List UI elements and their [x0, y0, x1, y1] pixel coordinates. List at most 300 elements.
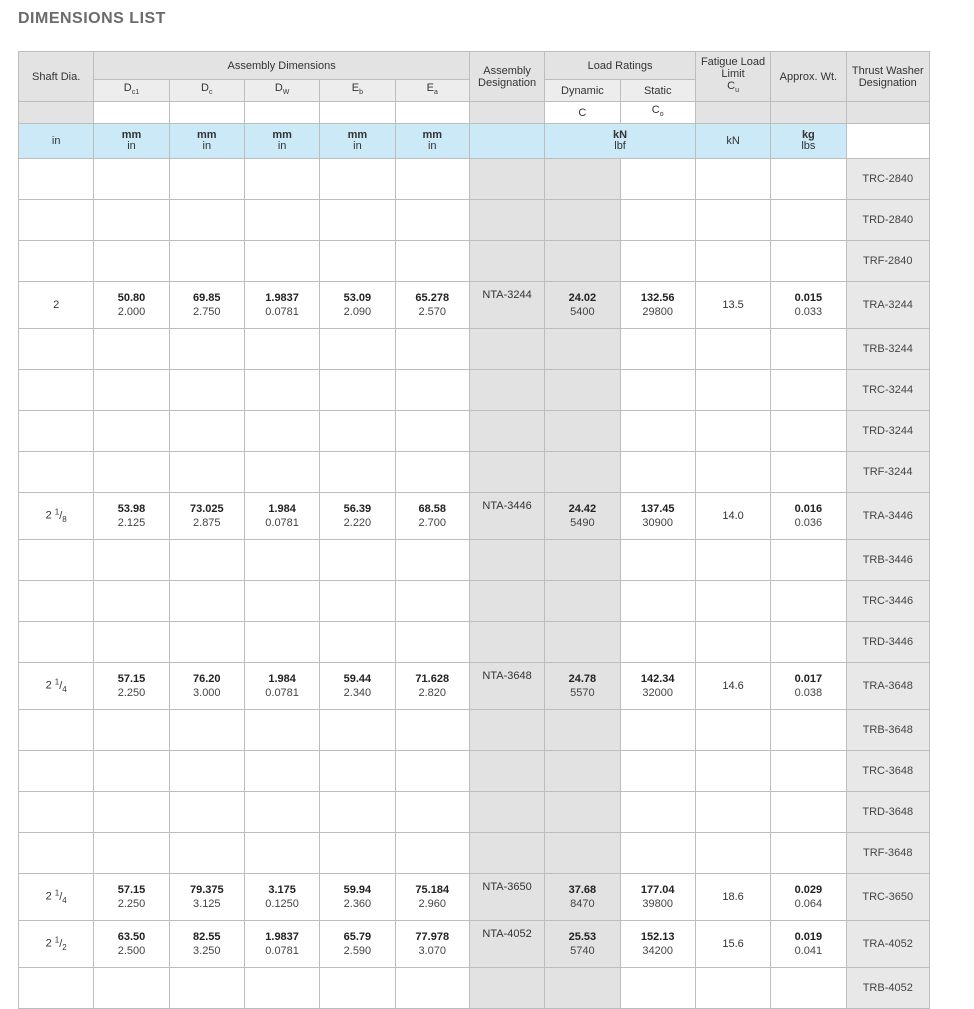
value-secondary: 34200	[642, 945, 674, 957]
header-assembly-spacer	[469, 102, 544, 124]
sym-dc: D	[201, 81, 209, 94]
cell-assembly-designation	[469, 200, 544, 241]
cell-fatigue: 18.6	[695, 874, 770, 921]
cell-thrust-washer: TRB-3648	[846, 710, 929, 751]
cell-approx-wt	[771, 921, 846, 968]
cell-approx-wt	[771, 874, 846, 921]
unit-fatigue: kN	[695, 124, 770, 159]
cell-approx-wt	[771, 751, 846, 792]
header-co-cell	[620, 102, 695, 124]
cell-fatigue	[695, 452, 770, 493]
cell-dc	[169, 792, 244, 833]
value-secondary: 0.1250	[265, 898, 299, 910]
sym-co: C	[651, 103, 660, 116]
cell-thrust-washer: TRC-3244	[846, 370, 929, 411]
table-row	[19, 968, 930, 1009]
shaft-denominator: 4	[62, 895, 67, 905]
cell-dc	[169, 710, 244, 751]
cell-dynamic	[545, 751, 620, 792]
cell-dw	[244, 370, 319, 411]
cell-assembly-designation	[469, 411, 544, 452]
header-cu-symbol	[727, 79, 739, 95]
cell-thrust-washer: TRD-3244	[846, 411, 929, 452]
unit-in: in	[277, 140, 287, 152]
cell-dw	[244, 921, 319, 968]
cell-ea	[395, 751, 469, 792]
value-primary: 69.85	[193, 292, 221, 304]
cell-dc	[169, 200, 244, 241]
cell-thrust-washer: TRC-3650	[846, 874, 929, 921]
cell-dw	[244, 710, 319, 751]
unit-kg: kg	[801, 129, 815, 141]
cell-thrust-washer: TRC-3446	[846, 581, 929, 622]
table-row	[19, 200, 930, 241]
table-row	[19, 751, 930, 792]
cell-dc1	[94, 370, 169, 411]
cell-shaft	[19, 874, 94, 921]
cell-assembly-designation	[469, 329, 544, 370]
cell-dynamic	[545, 710, 620, 751]
cell-dc1	[94, 581, 169, 622]
shaft-fraction: $^1/_4$	[54, 888, 67, 905]
header-dc1-spacer	[94, 102, 169, 124]
shaft-fraction: $^1/_2$	[54, 935, 67, 952]
cell-dc1	[94, 710, 169, 751]
value-secondary: 2.750	[193, 306, 221, 318]
value-primary: 177.04	[640, 884, 675, 896]
unit-ea	[395, 124, 469, 159]
cell-static	[620, 370, 695, 411]
cell-assembly-designation	[469, 241, 544, 282]
table-row	[19, 833, 930, 874]
header-dc-spacer	[169, 102, 244, 124]
cell-dw	[244, 663, 319, 710]
cell-dw	[244, 792, 319, 833]
unit-in: in	[202, 140, 212, 152]
cell-shaft	[19, 710, 94, 751]
cell-eb	[320, 540, 395, 581]
cell-thrust-washer: TRF-3648	[846, 833, 929, 874]
cell-ea	[395, 411, 469, 452]
header-static	[620, 80, 695, 102]
unit-dc1	[94, 124, 169, 159]
cell-shaft	[19, 581, 94, 622]
cell-thrust-washer: TRB-4052	[846, 968, 929, 1009]
cell-ea	[395, 241, 469, 282]
shaft-whole: 2	[45, 890, 52, 903]
header-thrust-washer-label: Thrust Washer Designation	[851, 64, 924, 89]
table-row	[19, 329, 930, 370]
cell-dc	[169, 874, 244, 921]
cell-shaft	[19, 370, 94, 411]
cell-dc1	[94, 921, 169, 968]
cell-ea	[395, 833, 469, 874]
value-primary: 79.375	[189, 884, 224, 896]
value-secondary: 0.0781	[265, 306, 299, 318]
cell-fatigue	[695, 751, 770, 792]
value-secondary: 2.700	[418, 517, 447, 529]
cell-eb	[320, 751, 395, 792]
value-primary: 3.175	[268, 884, 296, 896]
cell-thrust-washer: TRD-3446	[846, 622, 929, 663]
header-dw-spacer	[244, 102, 319, 124]
table-row	[19, 241, 930, 282]
units-row	[19, 124, 930, 159]
cell-ea	[395, 200, 469, 241]
shaft-denominator: 4	[62, 684, 67, 694]
value-secondary: 0.0781	[265, 945, 299, 957]
cell-dc1	[94, 833, 169, 874]
value-primary: 50.80	[117, 292, 146, 304]
cell-dc	[169, 411, 244, 452]
cell-dc1	[94, 968, 169, 1009]
value-secondary: 0.0781	[265, 687, 299, 699]
header-shaft-dia	[19, 52, 94, 102]
cell-assembly-designation	[469, 540, 544, 581]
header-eb-spacer	[320, 102, 395, 124]
cell-static	[620, 751, 695, 792]
sub-dc1: c1	[131, 89, 140, 97]
cell-static	[620, 411, 695, 452]
cell-dynamic	[545, 921, 620, 968]
cell-thrust-washer: TRB-3244	[846, 329, 929, 370]
cell-ea	[395, 370, 469, 411]
cell-static	[620, 493, 695, 540]
unit-kn: kN	[613, 129, 628, 141]
table-header	[19, 52, 930, 124]
value-primary: 82.55	[193, 931, 221, 943]
value-primary: 53.98	[117, 503, 146, 515]
cell-eb	[320, 581, 395, 622]
cell-shaft	[19, 968, 94, 1009]
shaft-whole: 2	[45, 509, 52, 522]
sub-eb: b	[359, 89, 364, 97]
unit-in: in	[427, 140, 437, 152]
value-primary: 25.53	[568, 931, 597, 943]
cell-ea	[395, 493, 469, 540]
cell-assembly-designation: NTA-3648	[469, 663, 544, 710]
shaft-whole: 2	[53, 299, 60, 311]
value-secondary: 5570	[570, 687, 595, 699]
sub-dc: c	[209, 89, 213, 97]
cell-shaft	[19, 329, 94, 370]
unit-mm: mm	[272, 129, 292, 141]
cell-assembly-designation	[469, 968, 544, 1009]
cell-dynamic	[545, 833, 620, 874]
cell-thrust-washer: TRF-3244	[846, 452, 929, 493]
cell-fatigue	[695, 540, 770, 581]
header-assembly-dimensions-label: Assembly Dimensions	[227, 59, 336, 72]
value-primary: 1.9837	[265, 931, 299, 943]
value-secondary: 0.033	[794, 306, 823, 318]
cell-ea	[395, 710, 469, 751]
header-fatigue-spacer	[695, 102, 770, 124]
cell-dc1	[94, 792, 169, 833]
cell-dc1	[94, 540, 169, 581]
cell-approx-wt	[771, 159, 846, 200]
cell-static	[620, 792, 695, 833]
cell-fatigue	[695, 792, 770, 833]
unit-in: in	[127, 140, 136, 152]
cell-eb	[320, 710, 395, 751]
shaft-numerator: 1	[54, 677, 60, 687]
cell-dc	[169, 159, 244, 200]
cell-dw	[244, 540, 319, 581]
value-primary: 57.15	[117, 673, 146, 685]
cell-eb	[320, 622, 395, 663]
cell-fatigue	[695, 622, 770, 663]
cell-shaft	[19, 792, 94, 833]
cell-eb	[320, 452, 395, 493]
cell-static	[620, 581, 695, 622]
cell-dc	[169, 968, 244, 1009]
cell-dc1	[94, 200, 169, 241]
header-wt-spacer	[771, 102, 846, 124]
cell-shaft	[19, 159, 94, 200]
unit-mm: mm	[422, 129, 443, 141]
cell-assembly-designation: NTA-3650	[469, 874, 544, 921]
cell-static	[620, 968, 695, 1009]
cell-static	[620, 833, 695, 874]
header-thrust-washer	[846, 52, 929, 102]
header-dynamic-label: Dynamic	[561, 84, 604, 97]
cell-ea	[395, 968, 469, 1009]
cell-approx-wt	[771, 452, 846, 493]
cell-fatigue	[695, 329, 770, 370]
cell-dynamic	[545, 282, 620, 329]
unit-dw	[244, 124, 319, 159]
cell-fatigue	[695, 710, 770, 751]
cell-assembly-designation: NTA-3244	[469, 282, 544, 329]
sym-dc1: D	[123, 81, 132, 94]
cell-dc	[169, 581, 244, 622]
cell-dw	[244, 411, 319, 452]
dimensions-table	[18, 51, 930, 1009]
cell-dw	[244, 282, 319, 329]
cell-assembly-designation	[469, 370, 544, 411]
table-row	[19, 159, 930, 200]
value-primary: 0.019	[794, 931, 823, 943]
shaft-whole: 2	[45, 679, 52, 692]
cell-fatigue: 13.5	[695, 282, 770, 329]
value-primary: 68.58	[418, 503, 447, 515]
cell-static	[620, 200, 695, 241]
cell-thrust-washer: TRA-3446	[846, 493, 929, 540]
shaft-fraction: $^1/_8$	[54, 507, 67, 524]
cell-dw	[244, 751, 319, 792]
unit-thrust	[846, 124, 929, 159]
cell-approx-wt	[771, 581, 846, 622]
header-approx-wt-label: Approx. Wt.	[779, 70, 838, 83]
cell-static	[620, 329, 695, 370]
cell-static	[620, 622, 695, 663]
value-primary: 77.978	[415, 931, 450, 943]
cell-approx-wt	[771, 200, 846, 241]
value-secondary: 3.000	[193, 687, 221, 699]
cell-eb	[320, 329, 395, 370]
value-secondary: 39800	[642, 898, 674, 910]
cell-static	[620, 452, 695, 493]
header-dynamic	[545, 80, 620, 102]
value-secondary: 2.090	[343, 306, 372, 318]
value-secondary: 2.590	[343, 945, 372, 957]
cell-eb	[320, 159, 395, 200]
cell-dc1	[94, 622, 169, 663]
header-static-label: Static	[643, 84, 672, 97]
cell-approx-wt	[771, 370, 846, 411]
cell-approx-wt	[771, 540, 846, 581]
cell-ea	[395, 792, 469, 833]
value-primary: 57.15	[117, 884, 146, 896]
table-row	[19, 493, 930, 540]
cell-shaft	[19, 200, 94, 241]
sym-ea: E	[426, 81, 434, 94]
cell-static	[620, 663, 695, 710]
table-row	[19, 370, 930, 411]
value-primary: 137.45	[640, 503, 675, 515]
header-load-ratings-label: Load Ratings	[587, 59, 653, 72]
cell-shaft	[19, 411, 94, 452]
header-approx-wt	[771, 52, 846, 102]
table-row	[19, 411, 930, 452]
cell-shaft	[19, 282, 94, 329]
unit-mm: mm	[347, 129, 368, 141]
header-fatigue-load-limit	[695, 52, 770, 102]
cell-fatigue	[695, 411, 770, 452]
cell-eb	[320, 200, 395, 241]
cell-static	[620, 241, 695, 282]
cell-dw	[244, 200, 319, 241]
shaft-numerator: 1	[54, 935, 60, 945]
cell-eb	[320, 370, 395, 411]
cell-dc1	[94, 751, 169, 792]
cell-dc	[169, 241, 244, 282]
table-row	[19, 622, 930, 663]
unit-load-ratings	[545, 124, 696, 159]
value-primary: 53.09	[343, 292, 372, 304]
cell-eb	[320, 833, 395, 874]
cell-dc	[169, 751, 244, 792]
cell-assembly-designation	[469, 751, 544, 792]
cell-static	[620, 874, 695, 921]
header-shaft-dia-label: Shaft Dia.	[32, 70, 81, 83]
cell-dc1	[94, 159, 169, 200]
cell-approx-wt	[771, 710, 846, 751]
value-primary: 76.20	[193, 673, 221, 685]
value-primary: 24.78	[568, 673, 597, 685]
cell-dw	[244, 329, 319, 370]
cell-dw	[244, 833, 319, 874]
cell-dc1	[94, 411, 169, 452]
value-primary: 59.94	[343, 884, 372, 896]
cell-ea	[395, 581, 469, 622]
cell-thrust-washer: TRA-3648	[846, 663, 929, 710]
cell-dynamic	[545, 241, 620, 282]
header-thrust-spacer	[846, 102, 929, 124]
value-primary: 75.184	[415, 884, 450, 896]
data-body	[19, 159, 930, 1009]
cell-dynamic	[545, 329, 620, 370]
cell-assembly-designation	[469, 159, 544, 200]
cell-ea	[395, 874, 469, 921]
cell-ea	[395, 159, 469, 200]
table-row	[19, 282, 930, 329]
value-primary: 0.029	[794, 884, 823, 896]
cell-dc1	[94, 493, 169, 540]
cell-dw	[244, 241, 319, 282]
value-secondary: 0.036	[794, 517, 823, 529]
unit-assembly	[469, 124, 544, 159]
value-secondary: 30900	[642, 517, 674, 529]
header-c-cell	[545, 102, 620, 124]
shaft-denominator: 8	[62, 514, 67, 524]
cell-shaft	[19, 493, 94, 540]
table-row	[19, 663, 930, 710]
value-secondary: 2.500	[117, 945, 146, 957]
cell-shaft	[19, 921, 94, 968]
cell-assembly-designation	[469, 581, 544, 622]
shaft-whole: 2	[45, 937, 52, 950]
cell-dynamic	[545, 370, 620, 411]
value-secondary: 8470	[570, 898, 595, 910]
value-secondary: 29800	[642, 306, 674, 318]
value-primary: 142.34	[640, 673, 675, 685]
cell-assembly-designation	[469, 833, 544, 874]
cell-dw	[244, 874, 319, 921]
header-load-ratings	[545, 52, 696, 80]
cell-dynamic	[545, 200, 620, 241]
cell-dynamic	[545, 622, 620, 663]
cell-dynamic	[545, 663, 620, 710]
value-secondary: 0.0781	[265, 517, 299, 529]
cell-dw	[244, 622, 319, 663]
header-dc1	[94, 80, 169, 102]
cell-thrust-washer: TRD-3648	[846, 792, 929, 833]
cell-dynamic	[545, 540, 620, 581]
value-primary: 65.278	[415, 292, 450, 304]
cell-dc	[169, 282, 244, 329]
table-row	[19, 792, 930, 833]
header-assembly-designation	[469, 52, 544, 102]
cell-approx-wt	[771, 282, 846, 329]
value-secondary: 2.000	[117, 306, 146, 318]
cell-thrust-washer: TRB-3446	[846, 540, 929, 581]
cell-assembly-designation	[469, 452, 544, 493]
cell-thrust-washer: TRA-3244	[846, 282, 929, 329]
value-primary: 24.02	[568, 292, 597, 304]
cell-ea	[395, 452, 469, 493]
table-row	[19, 710, 930, 751]
cell-approx-wt	[771, 411, 846, 452]
header-shaft-spacer	[19, 102, 94, 124]
value-primary: 0.016	[794, 503, 823, 515]
cell-shaft	[19, 540, 94, 581]
sub-co: o	[659, 111, 664, 119]
cell-dc	[169, 622, 244, 663]
value-secondary: 32000	[642, 687, 674, 699]
value-primary: 37.68	[568, 884, 597, 896]
cell-approx-wt	[771, 833, 846, 874]
table-row	[19, 921, 930, 968]
cell-fatigue	[695, 241, 770, 282]
header-dc	[169, 80, 244, 102]
cell-dw	[244, 581, 319, 622]
cell-shaft	[19, 452, 94, 493]
sub-cu: u	[735, 87, 739, 95]
cell-static	[620, 159, 695, 200]
cell-eb	[320, 792, 395, 833]
value-primary: 73.025	[189, 503, 224, 515]
